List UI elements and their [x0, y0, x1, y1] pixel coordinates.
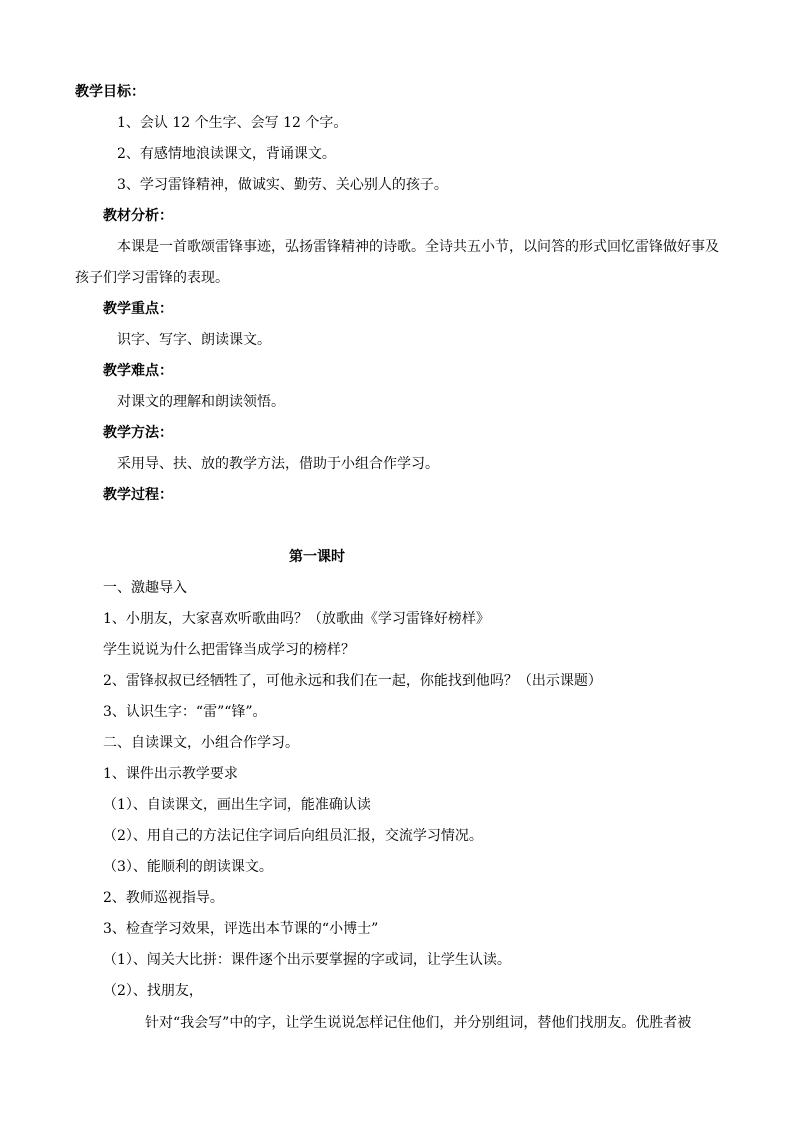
- objective-item: 3、学习雷锋精神，做诚实、勤劳、关心别人的孩子。: [117, 177, 448, 193]
- process-line: （1）、闯关大比拼：课件逐个出示要掌握的字或词，让学生认读。: [103, 952, 511, 968]
- process-line: 一、激趣导入: [103, 580, 187, 596]
- difficulty-heading: 教学难点：: [103, 363, 173, 379]
- analysis-text-line: 孩子们学习雷锋的表现。: [75, 270, 229, 286]
- process-line: 2、教师巡视指导。: [103, 890, 224, 906]
- process-line: 学生说说为什么把雷锋当成学习的榜样？: [103, 642, 355, 658]
- process-line: （3）、能顺利的朗读课文。: [103, 859, 273, 875]
- analysis-text-line: 本课是一首歌颂雷锋事迹，弘扬雷锋精神的诗歌。全诗共五小节，以问答的形式回忆雷锋做好事及: [117, 239, 719, 255]
- key-points-heading: 教学重点：: [103, 301, 173, 317]
- process-line: （1）、自读课文，画出生字词，能准确认读: [103, 797, 371, 813]
- key-points-text: 识字、写字、朗读课文。: [117, 332, 271, 348]
- process-line: 3、检查学习效果，评选出本节课的“小博士”: [103, 921, 379, 937]
- process-line: （2）、用自己的方法记住字词后向组员汇报，交流学习情况。: [103, 828, 483, 844]
- objective-item: 2、有感情地浪读课文，背诵课文。: [117, 146, 336, 162]
- lesson-title: 第一课时: [289, 549, 345, 565]
- process-line: 二、自读课文，小组合作学习。: [103, 735, 299, 751]
- analysis-heading: 教材分析：: [103, 208, 173, 224]
- process-line: 针对“我会写”中的字，让学生说说怎样记住他们，并分别组词，替他们找朋友。优胜者被: [145, 1015, 692, 1031]
- process-line: 1、小朋友，大家喜欢听歌曲吗？（放歌曲《学习雷锋好榜样》: [103, 611, 490, 627]
- process-heading: 教学过程：: [103, 487, 173, 503]
- method-text: 采用导、扶、放的教学方法，借助于小组合作学习。: [117, 456, 439, 472]
- process-line: 3、认识生字：“雷”“锋”。: [103, 704, 267, 720]
- method-heading: 教学方法：: [103, 425, 173, 441]
- process-line: 1、课件出示教学要求: [103, 766, 238, 782]
- process-line: （2）、找朋友，: [103, 983, 203, 999]
- difficulty-text: 对课文的理解和朗读领悟。: [117, 394, 285, 410]
- objective-item: 1、会认 12 个生字、会写 12 个字。: [117, 115, 348, 131]
- objectives-heading: 教学目标：: [75, 84, 145, 100]
- process-line: 2、雷锋叔叔已经牺牲了，可他永远和我们在一起，你能找到他吗？（出示课题）: [103, 673, 602, 689]
